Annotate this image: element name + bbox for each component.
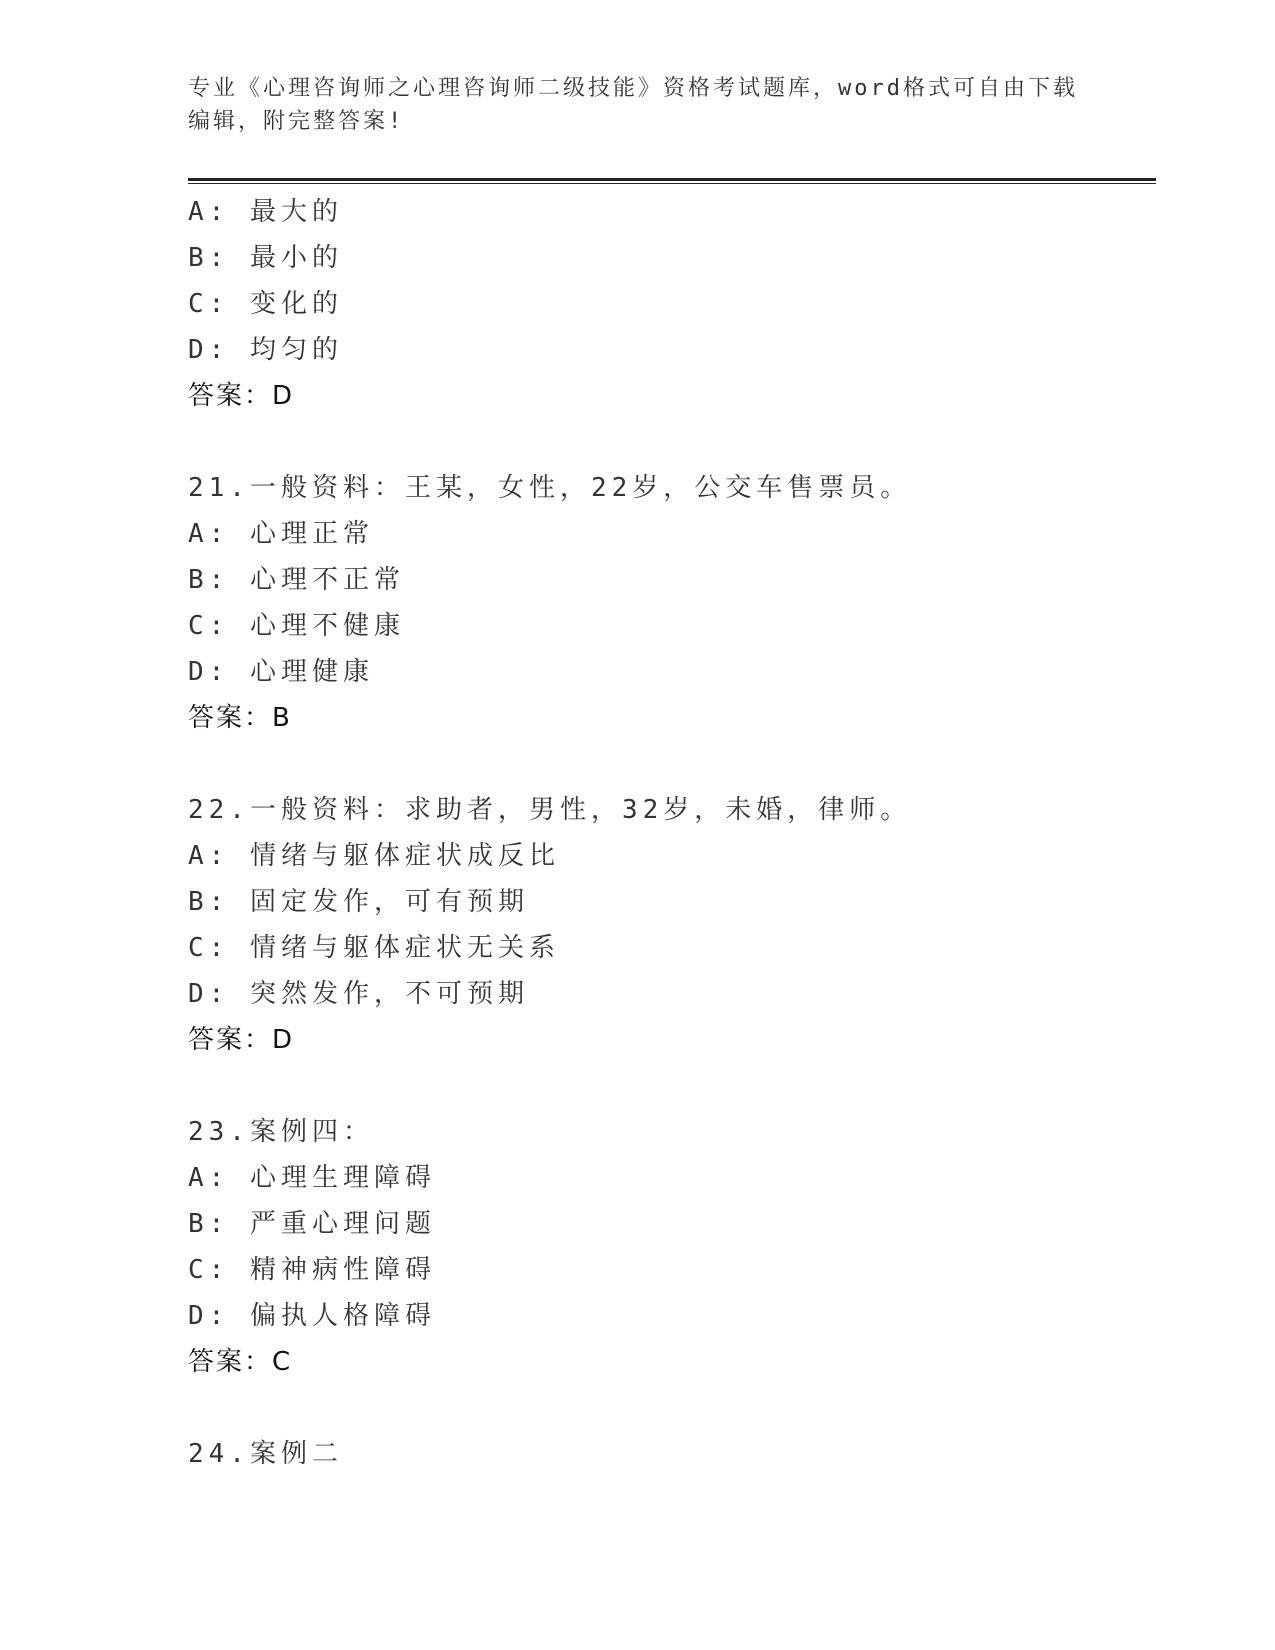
- question-block: [188, 1431, 1156, 1477]
- question-list: [188, 189, 1156, 1477]
- question-block: [188, 189, 1156, 419]
- question-stem: 21.一般资料：王某，女性，22岁，公交车售票员。: [188, 473, 912, 503]
- option-b: B: 固定发作，可有预期: [188, 887, 529, 917]
- question-block: [188, 787, 1156, 1063]
- option-d: D: 突然发作，不可预期: [188, 979, 529, 1009]
- option-d: D: 心理健康: [188, 657, 374, 687]
- answer-line: 答案：C: [188, 1347, 293, 1377]
- option-d: D: 均匀的: [188, 335, 343, 365]
- option-c: C: 心理不健康: [188, 611, 405, 641]
- header-line-1: 专业《心理咨询师之心理咨询师二级技能》资格考试题库，word格式可自由下载: [188, 76, 1078, 101]
- document-header: [188, 72, 1088, 138]
- block-spacer: [188, 741, 1156, 787]
- header-divider-thick: [188, 178, 1156, 181]
- option-c: C: 变化的: [188, 289, 343, 319]
- option-b: B: 严重心理问题: [188, 1209, 436, 1239]
- option-c: C: 情绪与躯体症状无关系: [188, 933, 560, 963]
- answer-line: 答案：B: [188, 703, 292, 733]
- question-stem: 24.案例二: [188, 1439, 343, 1469]
- block-spacer: [188, 1385, 1156, 1431]
- question-stem: 23.案例四：: [188, 1117, 374, 1147]
- option-b: B: 心理不正常: [188, 565, 405, 595]
- option-c: C: 精神病性障碍: [188, 1255, 436, 1285]
- answer-line: 答案：D: [188, 1025, 295, 1055]
- option-a: A: 心理正常: [188, 519, 374, 549]
- header-line-2: 编辑，附完整答案!: [188, 109, 405, 134]
- option-d: D: 偏执人格障碍: [188, 1301, 436, 1331]
- header-divider-thin: [188, 183, 1156, 184]
- option-a: A: 情绪与躯体症状成反比: [188, 841, 560, 871]
- block-spacer: [188, 1063, 1156, 1109]
- question-stem: 22.一般资料：求助者，男性，32岁，未婚，律师。: [188, 795, 912, 825]
- option-a: A: 心理生理障碍: [188, 1163, 436, 1193]
- block-spacer: [188, 419, 1156, 465]
- answer-line: 答案：D: [188, 381, 295, 411]
- option-a: A: 最大的: [188, 197, 343, 227]
- question-block: [188, 1109, 1156, 1385]
- question-block: [188, 465, 1156, 741]
- option-b: B: 最小的: [188, 243, 343, 273]
